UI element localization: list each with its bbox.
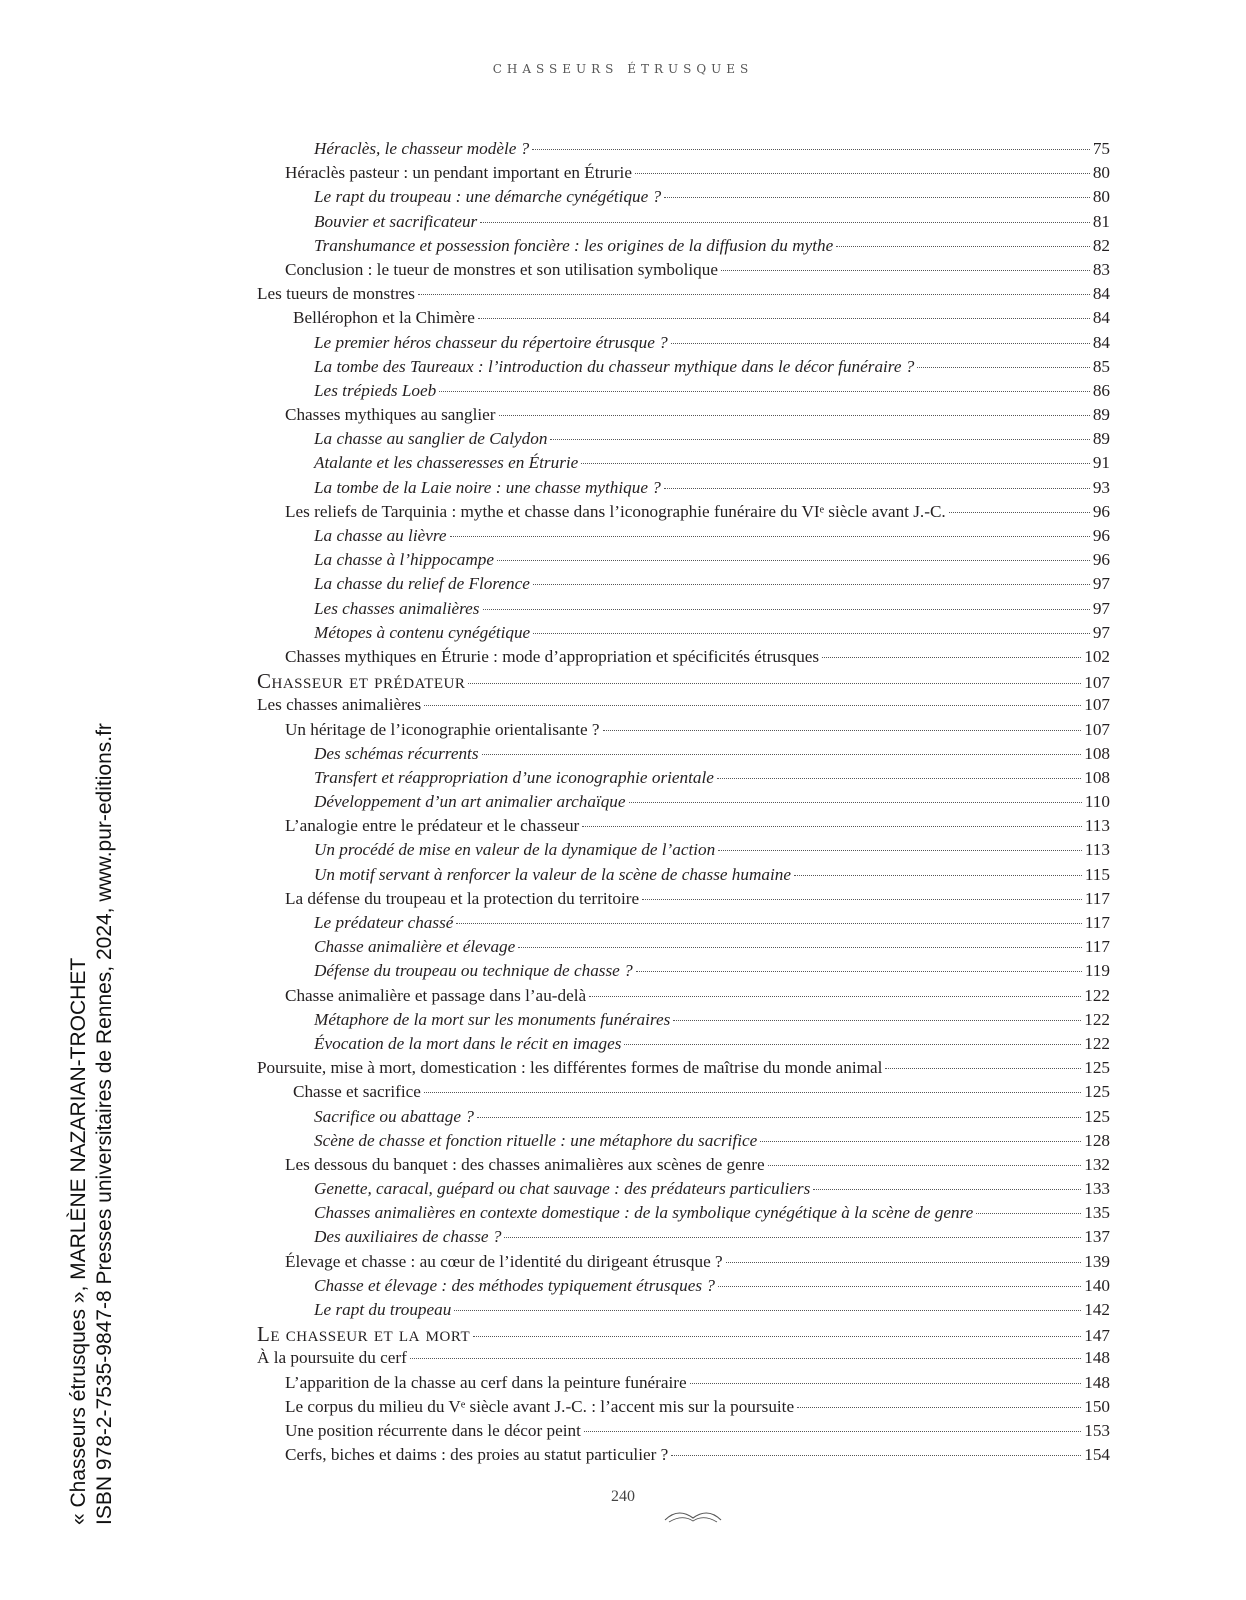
toc-entry-page: 113 [1084,840,1110,860]
toc-entry-page: 113 [1084,816,1110,836]
toc-entry [257,1395,1110,1419]
dot-leader [768,1164,1082,1166]
dot-leader [418,293,1090,295]
toc-entry-title: Sacrifice ou abattage ? [314,1106,474,1126]
dot-leader [624,1043,1081,1045]
toc-entry [257,959,1110,983]
dot-leader [794,874,1082,876]
toc-entry-title: La chasse au lièvre [314,526,447,545]
toc-entry-page: 122 [1084,1009,1110,1029]
toc-entry [257,306,1110,330]
toc-entry-page: 82 [1092,235,1110,255]
toc-entry-title: Transhumance et possession foncière : les origines de la diffusion du mythe [314,235,834,255]
toc-entry-title: Chasse et sacrifice [293,1082,421,1102]
dot-leader [439,390,1090,392]
toc-entry-page: 84 [1092,284,1110,304]
dot-leader [642,898,1082,900]
dot-leader [760,1140,1081,1142]
toc-entry-page: 122 [1084,985,1110,1005]
toc-entry-page: 107 [1084,673,1110,693]
toc-entry-title: Héraclès, le chasseur modèle ? [314,139,530,158]
dot-leader [664,487,1090,489]
toc-entry-title: Chasses animalières en contexte domestique : de la symbolique cynégétique à la scène de genre [314,1203,974,1223]
toc-entry-page: 125 [1084,1082,1110,1102]
toc-entry-page: 84 [1092,308,1110,328]
dot-leader [477,1116,1081,1118]
dot-leader [424,704,1081,706]
dot-leader [480,221,1090,223]
dot-leader [456,922,1081,924]
toc-entry [257,814,1110,838]
toc-entry-title: Défense du troupeau ou technique de chasse ? [314,961,633,981]
dot-leader [410,1357,1081,1359]
dot-leader [581,462,1090,464]
toc-entry-title: Les dessous du banquet : des chasses animalières aux scènes de genre [285,1154,765,1174]
toc-entry-page: 80 [1092,163,1110,183]
dot-leader [949,511,1090,513]
toc-entry-page: 89 [1092,429,1110,449]
toc-entry [257,451,1110,475]
toc-entry-title: Héraclès pasteur : un pendant important en Étrurie [285,163,632,183]
dot-leader [671,1454,1081,1456]
toc-entry [257,790,1110,814]
toc-entry-page: 75 [1092,139,1110,158]
dot-leader [497,559,1090,561]
dot-leader [813,1188,1081,1190]
flourish-ornament-icon [663,1508,723,1526]
toc-entry [257,1371,1110,1395]
side-credit-line-1: « Chasseurs étrusques », MARLÈNE NAZARIAN-TROCHET [67,957,90,1525]
toc-entry-title: La tombe de la Laie noire : une chasse mythique ? [314,477,661,497]
toc-entry [257,863,1110,887]
dot-leader [482,753,1082,755]
toc-entry-page: 108 [1084,767,1110,787]
toc-entry-page: 135 [1084,1203,1110,1223]
toc-entry [257,1443,1110,1467]
dot-leader [450,535,1090,537]
toc-entry [257,500,1110,524]
toc-entry-page: 119 [1084,961,1110,981]
toc-entry-page: 107 [1084,695,1110,715]
toc-entry-page: 140 [1084,1275,1110,1295]
dot-leader [483,608,1090,610]
toc-entry-page: 91 [1092,453,1110,473]
toc-entry-page: 150 [1084,1396,1110,1416]
side-credit [66,723,118,1525]
toc-entry [257,1129,1110,1153]
toc-entry [257,1177,1110,1201]
dot-leader [533,632,1090,634]
dot-leader [721,269,1090,271]
toc-entry-page: 97 [1092,598,1110,618]
toc-entry-title: Développement d’un art animalier archaïque [314,792,626,812]
toc-entry-page: 132 [1084,1154,1110,1174]
toc-entry-title: Chasse animalière et élevage [314,937,516,957]
toc-entry-page: 89 [1092,405,1110,425]
toc-entry-title: Le corpus du milieu du Vᵉ siècle avant J.-C. : l’accent mis sur la poursuite [285,1396,795,1416]
toc-entry [257,1346,1110,1370]
dot-leader [718,1285,1081,1287]
toc-entry [257,161,1110,185]
dot-leader [885,1067,1081,1069]
toc-entry [257,1032,1110,1056]
toc-entry-page: 96 [1092,501,1110,521]
toc-entry [257,1201,1110,1225]
toc-entry [257,1250,1110,1274]
toc-entry [257,476,1110,500]
toc-entry-title: Des auxiliaires de chasse ? [314,1227,502,1247]
toc-entry [257,210,1110,234]
toc-entry [257,1298,1110,1322]
toc-entry-title: L’apparition de la chasse au cerf dans la peinture funéraire [285,1372,687,1392]
toc-entry-title: Cerfs, biches et daims : des proies au statut particulier ? [285,1445,669,1465]
toc-entry-title: La chasse du relief de Florence [314,574,530,594]
toc-entry-page: 108 [1084,743,1110,763]
dot-leader [468,682,1081,684]
dot-leader [473,1335,1081,1337]
toc-entry-title: Métopes à contenu cynégétique [314,622,531,642]
toc-entry-page: 84 [1092,332,1110,352]
dot-leader [836,245,1090,247]
toc-entry [257,597,1110,621]
toc-entry-title: À la poursuite du cerf [257,1348,407,1368]
toc-entry [257,1225,1110,1249]
toc-entry-title: Un procédé de mise en valeur de la dynamique de l’action [314,840,716,860]
dot-leader [518,946,1082,948]
toc-entry [257,742,1110,766]
toc-entry-title: Évocation de la mort dans le récit en images [314,1033,622,1053]
toc-entry-page: 142 [1084,1300,1110,1319]
toc-entry-page: 148 [1084,1372,1110,1392]
toc-entry-page: 137 [1084,1227,1110,1247]
toc-entry-title: La défense du troupeau et la protection du territoire [285,888,640,908]
toc-entry-title: Un héritage de l’iconographie orientalisante ? [285,719,600,739]
toc-entry-page: 128 [1084,1130,1110,1150]
dot-leader [636,970,1082,972]
dot-leader [917,366,1089,368]
toc-entry-title: Des schémas récurrents [314,743,479,763]
dot-leader [589,995,1081,997]
toc-entry [257,137,1110,161]
toc-entry-title: Un motif servant à renforcer la valeur de la scène de chasse humaine [314,864,792,884]
toc-entry-page: 83 [1092,259,1110,279]
toc-entry-title: Les chasses animalières [257,695,422,715]
toc-entry-page: 86 [1092,380,1110,400]
toc-entry-page: 97 [1092,574,1110,594]
toc-entry-title: Genette, caracal, guépard ou chat sauvage : des prédateurs particuliers [314,1179,811,1199]
dot-leader [603,729,1082,731]
toc-entry-page: 139 [1084,1251,1110,1271]
toc-entry [257,911,1110,935]
toc-entry-page: 147 [1084,1326,1110,1346]
dot-leader [504,1236,1081,1238]
dot-leader [664,196,1090,198]
toc-entry [257,355,1110,379]
toc-entry [257,258,1110,282]
toc-entry-title: La tombe des Taureaux : l’introduction du chasseur mythique dans le décor funéraire ? [314,356,915,376]
toc-entry-title: Le rapt du troupeau [314,1300,452,1319]
toc-entry-title: Les chasses animalières [314,598,480,618]
toc-entry-page: 153 [1084,1420,1110,1440]
toc-entry [257,621,1110,645]
toc-entry [257,234,1110,258]
dot-leader [424,1091,1081,1093]
toc-entry-page: 81 [1092,211,1110,231]
toc-entry-title: Chasses mythiques au sanglier [285,405,496,425]
toc-entry-page: 115 [1084,864,1110,884]
page-number: 240 [611,1488,635,1505]
toc-entry-page: 107 [1084,719,1110,739]
toc-entry [257,572,1110,596]
toc-entry [257,282,1110,306]
toc-entry [257,1056,1110,1080]
toc-entry-title: Transfert et réappropriation d’une iconographie orientale [314,767,714,787]
dot-leader [629,801,1082,803]
toc-entry-title: Le rapt du troupeau : une démarche cynégétique ? [314,187,662,207]
toc-entry [257,766,1110,790]
dot-leader [584,1430,1081,1432]
toc-entry-title: Le chasseur et la mort [257,1322,471,1347]
toc-entry-title: Atalante et les chasseresses en Étrurie [314,453,579,473]
toc-entry [257,984,1110,1008]
toc-entry-title: Les reliefs de Tarquinia : mythe et chasse dans l’iconographie funéraire du VIᵉ siècle avant J.-C. [285,501,946,521]
toc-entry [257,935,1110,959]
toc-entry-page: 96 [1092,526,1110,545]
toc-entry-page: 102 [1084,646,1110,666]
toc-entry-page: 93 [1092,477,1110,497]
toc-entry-title: Bouvier et sacrificateur [314,211,478,231]
side-credit-line-2: ISBN 978-2-7535-9847-8 Presses universitaires de Rennes, 2024, www.pur-editions.fr [93,723,116,1525]
toc-entry-page: 125 [1084,1106,1110,1126]
toc-entry-title: L’analogie entre le prédateur et le chasseur [285,816,580,836]
toc-entry-title: Scène de chasse et fonction rituelle : une métaphore du sacrifice [314,1130,758,1150]
dot-leader [582,825,1082,827]
toc-entry [257,1322,1110,1346]
toc-entry-page: 80 [1092,187,1110,207]
toc-entry [257,548,1110,572]
dot-leader [533,583,1090,585]
dot-leader [717,777,1081,779]
toc-entry-page: 122 [1084,1033,1110,1053]
toc-entry [257,1105,1110,1129]
toc-entry-title: Les tueurs de monstres [257,284,415,304]
dot-leader [454,1309,1081,1311]
toc-entry-title: Chasses mythiques en Étrurie : mode d’appropriation et spécificités étrusques [285,646,820,666]
toc-entry-title: Le premier héros chasseur du répertoire étrusque ? [314,332,668,352]
toc-entry [257,379,1110,403]
toc-entry-title: Une position récurrente dans le décor peint [285,1420,581,1440]
dot-leader [499,414,1090,416]
toc-entry-page: 117 [1084,888,1110,908]
toc-entry-page: 117 [1084,937,1110,957]
toc-entry-page: 154 [1084,1445,1110,1465]
toc-entry-page: 97 [1092,622,1110,642]
toc-entry-page: 85 [1092,356,1110,376]
toc-entry-title: La chasse au sanglier de Calydon [314,429,548,449]
toc-entry-title: Le prédateur chassé [314,913,454,932]
toc-entry [257,1008,1110,1032]
toc-entry-page: 148 [1084,1348,1110,1368]
toc-entry [257,887,1110,911]
toc-entry [257,1419,1110,1443]
dot-leader [797,1406,1081,1408]
toc-entry-title: Conclusion : le tueur de monstres et son utilisation symbolique [285,259,718,279]
toc-entry-title: Chasse et élevage : des méthodes typiquement étrusques ? [314,1275,715,1295]
toc-entry-page: 125 [1084,1058,1110,1078]
toc-entry-page: 117 [1084,913,1110,932]
toc-entry [257,185,1110,209]
toc-entry [257,718,1110,742]
dot-leader [478,317,1090,319]
toc-entry-title: Métaphore de la mort sur les monuments funéraires [314,1009,671,1029]
table-of-contents [257,137,1110,1467]
toc-entry [257,645,1110,669]
running-head: CHASSEURS ÉTRUSQUES [492,62,754,76]
toc-entry-title: Chasse animalière et passage dans l’au-delà [285,985,587,1005]
toc-entry-page: 110 [1084,792,1110,812]
toc-entry-page: 133 [1084,1179,1110,1199]
toc-entry [257,669,1110,693]
toc-entry-title: Les trépieds Loeb [314,380,437,400]
toc-entry [257,427,1110,451]
dot-leader [550,438,1089,440]
toc-entry [257,1274,1110,1298]
dot-leader [671,342,1090,344]
toc-entry [257,524,1110,548]
toc-entry [257,403,1110,427]
toc-entry-title: Poursuite, mise à mort, domestication : les différentes formes de maîtrise du monde animal [257,1058,883,1078]
toc-entry-title: Bellérophon et la Chimère [293,308,475,328]
toc-entry [257,1080,1110,1104]
dot-leader [690,1382,1082,1384]
toc-entry-title: Élevage et chasse : au cœur de l’identité du dirigeant étrusque ? [285,1251,723,1271]
toc-entry [257,1153,1110,1177]
toc-entry [257,838,1110,862]
dot-leader [976,1212,1081,1214]
dot-leader [718,849,1082,851]
toc-entry [257,693,1110,717]
toc-entry-title: La chasse à l’hippocampe [314,550,494,570]
toc-entry [257,331,1110,355]
toc-entry-page: 96 [1092,550,1110,570]
dot-leader [673,1019,1081,1021]
toc-entry-title: Chasseur et prédateur [257,669,466,694]
dot-leader [635,172,1090,174]
dot-leader [532,148,1090,150]
dot-leader [822,656,1081,658]
dot-leader [726,1261,1082,1263]
